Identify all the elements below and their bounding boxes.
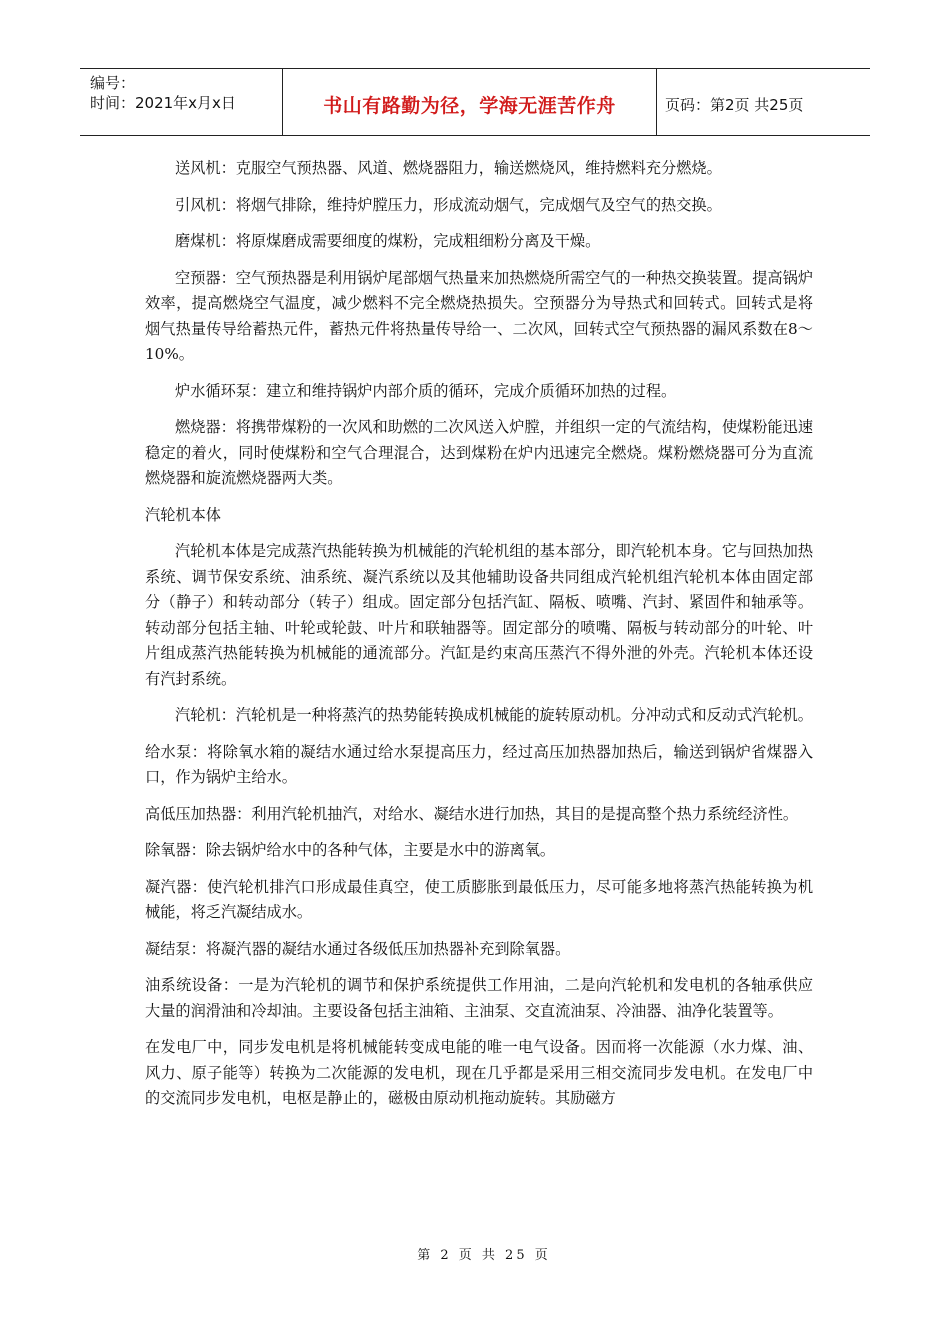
paragraph: 送风机：克服空气预热器、风道、燃烧器阻力，输送燃烧风，维持燃料充分燃烧。 [175,159,722,177]
paragraph: 空预器：空气预热器是利用锅炉尾部烟气热量来加热燃烧所需空气的一种热交换装置。提高锅炉效率，提高燃烧空气温度，减少燃料不完全燃烧热损失。空预器分为导热式和回转式。回转式是将烟气热量传导给蓄热元件，蓄热元件将热量传导给一、二次风，回转式空气预热器的漏风系数在8～10%。 [145,268,813,363]
paragraph: 汽轮机：汽轮机是一种将蒸汽的热势能转换成机械能的旋转原动机。分冲动式和反动式汽轮机。 [175,706,813,724]
header-table [80,68,870,136]
header-meta-cell [80,69,283,135]
paragraph: 在发电厂中，同步发电机是将机械能转变成电能的唯一电气设备。因而将一次能源（水力煤、油、风力、原子能等）转换为二次能源的发电机，现在几乎都是采用三相交流同步发电机。在发电厂中的交流同步发电机，电枢是静止的，磁极由原动机拖动旋转。其励磁方 [145,1038,813,1107]
paragraph: 引风机：将烟气排除，维持炉膛压力，形成流动烟气，完成烟气及空气的热交换。 [175,195,722,214]
paragraph: 凝汽器：使汽轮机排汽口形成最佳真空，使工质膨胀到最低压力，尽可能多地将蒸汽热能转换为机械能，将乏汽凝结成水。 [145,877,813,921]
motto-text: 书山有路勤为径，学海无涯苦作舟 [323,94,616,117]
header-page-cell [657,69,870,135]
document-body [145,156,813,1123]
paragraph: 油系统设备：一是为汽轮机的调节和保护系统提供工作用油，二是向汽轮机和发电机的各轴承供应大量的润滑油和冷却油。主要设备包括主油箱、主油泵、交直流油泵、冷油器、油净化装置等。 [145,976,813,1020]
paragraph: 磨煤机：将原煤磨成需要细度的煤粉，完成粗细粉分离及干燥。 [175,232,601,250]
paragraph: 汽轮机本体是完成蒸汽热能转换为机械能的汽轮机组的基本部分，即汽轮机本身。它与回热加热系统、调节保安系统、油系统、凝汽系统以及其他辅助设备共同组成汽轮机组汽轮机本体由固定部分（静子）和转动部分（转子）组成。固定部分包括汽缸、隔板、喷嘴、汽封、紧固件和轴承等。转动部分包括主轴、叶轮或轮鼓、叶片和联轴器等。固定部分的喷嘴、隔板与转动部分的叶轮、叶片组成蒸汽热能转换为机械能的通流部分。汽缸是约束高压蒸汽不得外泄的外壳。汽轮机本体还设有汽封系统。 [145,542,813,688]
header-motto-cell [283,69,657,135]
paragraph: 燃烧器：将携带煤粉的一次风和助燃的二次风送入炉膛，并组织一定的气流结构，使煤粉能迅速稳定的着火，同时使煤粉和空气合理混合，达到煤粉在炉内迅速完全燃烧。煤粉燃烧器可分为直流燃烧器和旋流燃烧器两大类。 [145,418,813,487]
paragraph: 给水泵：将除氧水箱的凝结水通过给水泵提高压力，经过高压加热器加热后，输送到锅炉省煤器入口，作为锅炉主给水。 [145,742,813,786]
paragraph: 汽轮机本体 [145,505,221,524]
paragraph: 除氧器：除去锅炉给水中的各种气体，主要是水中的游离氧。 [145,841,556,859]
paragraph: 凝结泵：将凝汽器的凝结水通过各级低压加热器补充到除氧器。 [145,939,571,958]
number-label: 编号： [90,74,136,92]
page-footer: 第 2 页 共 25 页 [417,1248,551,1263]
page-number-label: 页码：第2页 共25页 [665,95,804,114]
paragraph: 炉水循环泵：建立和维持锅炉内部介质的循环，完成介质循环加热的过程。 [175,381,677,400]
time-label: 时间：2021年x月x日 [90,94,236,112]
paragraph: 高低压加热器：利用汽轮机抽汽，对给水、凝结水进行加热，其目的是提高整个热力系统经济性。 [145,804,799,823]
